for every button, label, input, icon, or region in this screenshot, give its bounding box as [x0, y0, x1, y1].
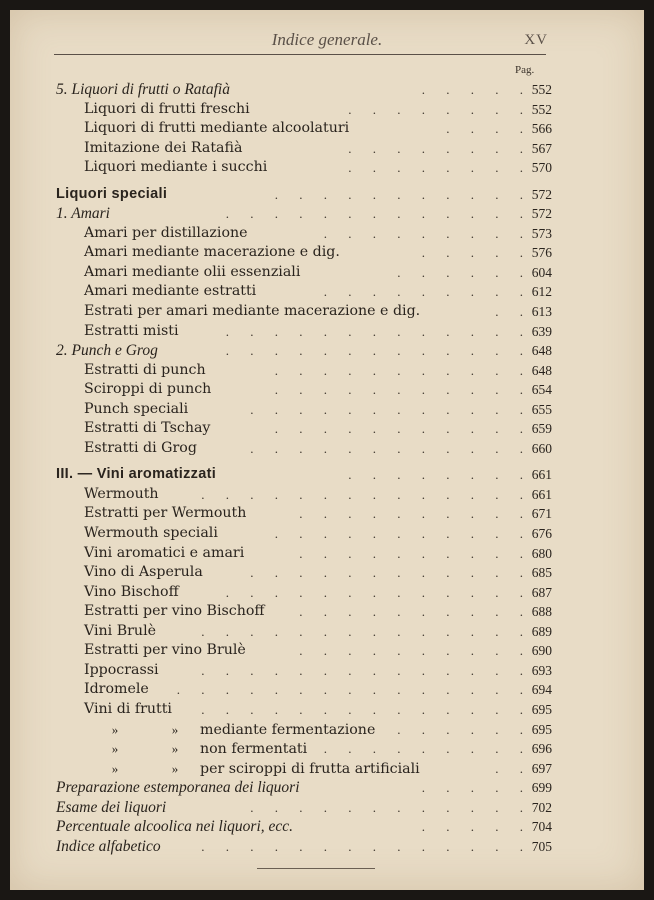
toc-page-number: 690 [531, 643, 552, 659]
toc-entry-label [84, 361, 206, 381]
toc-page-number: 572 [531, 206, 552, 222]
toc-entry-label [84, 524, 218, 544]
ditto-mark: » [111, 721, 119, 737]
toc-entry [10, 524, 644, 544]
toc-page-number: 688 [531, 604, 552, 620]
toc-entry-label [84, 224, 248, 244]
toc-page-number: 648 [531, 343, 552, 359]
toc-entry-text: Vini di frutti [84, 700, 172, 717]
toc-page-number: 648 [531, 362, 552, 378]
dot-leader: . . . . . . . . . . . . . . [201, 486, 532, 502]
dot-leader: . . . . . . . . . . . [274, 362, 532, 378]
toc-entry-text: 1. Amari [56, 205, 110, 223]
toc-page-number: 661 [531, 467, 552, 483]
toc-entry [10, 739, 644, 759]
footer-rule [257, 868, 375, 869]
toc-entry-text: Ippocrassi [84, 661, 159, 678]
toc-entry-text: Esame dei liquori [56, 798, 167, 816]
toc-entry [10, 837, 644, 857]
toc-entry-text: Preparazione estemporanea dei liquori [56, 779, 300, 797]
toc-entry-label [84, 400, 188, 420]
toc-page-number: 685 [531, 565, 552, 581]
toc-entry [10, 243, 644, 263]
toc-entry [10, 380, 644, 400]
toc-page-number: 702 [531, 799, 552, 815]
toc-page-number: 694 [531, 682, 552, 698]
toc-entry-text: Amari per distillazione [84, 224, 248, 241]
dot-leader: . . . . . . . . . . [299, 506, 532, 522]
toc-entry [10, 700, 644, 720]
toc-page-number: 687 [531, 584, 552, 600]
dot-leader: . . . . . . . . . . [299, 604, 532, 620]
toc-entry-label [84, 100, 250, 120]
toc-entry-label [56, 465, 216, 485]
page-column-label: Pag. [515, 64, 535, 76]
toc-page-number: 612 [531, 284, 552, 300]
toc-entry [10, 544, 644, 564]
dot-leader: . . . . . . . . . . [299, 545, 532, 561]
toc-page-number: 695 [531, 701, 552, 717]
toc-entry [10, 341, 644, 361]
toc-entry [10, 204, 644, 224]
dot-leader: . . . . . . [397, 264, 532, 280]
toc-page-number: 552 [531, 82, 552, 97]
toc-entry-label [102, 720, 375, 741]
toc-page-number: 659 [531, 421, 552, 437]
ditto-mark: » [111, 760, 119, 776]
book-page [10, 10, 644, 890]
toc-entry-label [84, 419, 210, 439]
dot-leader: . . . . . . . . . . . [274, 186, 532, 202]
ditto-mark: » [171, 741, 179, 757]
dot-leader: . . . . . . . . . . . . . . . [176, 682, 532, 698]
toc-entry [10, 139, 644, 159]
dot-leader: . . . . . . . . . . . . . . [201, 838, 532, 854]
toc-entry [10, 798, 644, 818]
toc-entry-label [84, 622, 156, 642]
running-head [10, 30, 644, 50]
toc-entry-label [84, 602, 265, 622]
table-of-contents [10, 80, 644, 856]
dot-leader: . . . . . . . . . . . . . [225, 206, 532, 222]
toc-entry [10, 563, 644, 583]
dot-leader: . . . . . . . . . . . [274, 526, 532, 542]
folio-number: XV [524, 32, 548, 48]
toc-page-number: 566 [531, 121, 552, 137]
toc-entry-text: per sciroppi di frutta artificiali [200, 760, 420, 777]
toc-page-number: 695 [531, 721, 552, 737]
toc-entry-label [84, 544, 244, 564]
toc-entry-label [56, 204, 110, 224]
toc-page-number: 576 [531, 245, 552, 261]
dot-leader: . . . . . . . . . . . . . . [201, 662, 532, 678]
toc-entry-text: Estratti per Wermouth [84, 505, 247, 522]
toc-page-number: 639 [531, 323, 552, 339]
toc-page-number: 697 [531, 760, 552, 776]
toc-entry-label [84, 661, 159, 681]
toc-page-number: 572 [531, 186, 552, 202]
dot-leader: . . . . . . . . . . . . . [225, 343, 532, 359]
toc-entry [10, 622, 644, 642]
toc-entry [10, 465, 644, 485]
ditto-mark: » [171, 721, 179, 737]
toc-page-number: 689 [531, 623, 552, 639]
toc-entry-text: 2. Punch e Grog [56, 342, 158, 360]
toc-entry [10, 680, 644, 700]
toc-entry-text: Vini Brulè [84, 622, 156, 639]
toc-page-number: 613 [531, 304, 552, 320]
toc-entry [10, 485, 644, 505]
toc-entry-text: Liquori speciali [56, 185, 168, 202]
toc-entry-text: Liquori di frutti mediante alcoolaturi [84, 120, 350, 137]
toc-entry-label [84, 302, 420, 322]
toc-entry [10, 282, 644, 302]
toc-entry-text: Percentuale alcoolica nei liquori, ecc. [56, 818, 294, 836]
toc-page-number: 705 [531, 838, 552, 854]
toc-entry [10, 720, 644, 740]
toc-entry-text: Wermouth [84, 485, 159, 502]
toc-entry [10, 100, 644, 120]
toc-entry [10, 504, 644, 524]
toc-entry-text: III. — Vini aromatizzati [56, 466, 217, 483]
toc-entry [10, 361, 644, 381]
dot-leader: . . . . . . . . [348, 101, 532, 117]
toc-page-number: 699 [531, 780, 552, 796]
toc-entry-text: Amari mediante macerazione e dig. [84, 244, 340, 261]
dot-leader: . . . . . [421, 82, 532, 97]
toc-page-number: 676 [531, 526, 552, 542]
toc-entry [10, 439, 644, 459]
toc-page-number: 567 [531, 140, 552, 156]
toc-entry-label [84, 700, 172, 720]
toc-entry [10, 302, 644, 322]
toc-entry-text: Sciroppi di punch [84, 381, 212, 398]
toc-page-number: 573 [531, 225, 552, 241]
dot-leader: . . . . . [421, 780, 532, 796]
toc-entry-label [84, 485, 159, 505]
toc-page-number: 660 [531, 440, 552, 456]
toc-entry-text: Vini aromatici e amari [84, 544, 245, 561]
toc-entry-text: Estrati per amari mediante macerazione e dig. [84, 303, 421, 320]
toc-page-number: 704 [531, 819, 552, 835]
toc-page-number: 655 [531, 401, 552, 417]
toc-entry [10, 583, 644, 603]
toc-entry [10, 602, 644, 622]
toc-entry-label [84, 158, 267, 178]
dot-leader: . . . . . . . . . [323, 284, 532, 300]
toc-entry-text: Estratti per vino Bischoff [84, 603, 265, 620]
dot-leader: . . . . . . . . . . . . [250, 799, 532, 815]
dot-leader: . . . . . . . . . . . . [250, 565, 532, 581]
toc-entry [10, 641, 644, 661]
toc-page-number: 680 [531, 545, 552, 561]
toc-entry [10, 759, 644, 779]
toc-entry-label [84, 119, 349, 139]
toc-entry-text: Estratti di punch [84, 361, 206, 378]
toc-entry-text: Vino di Asperula [84, 564, 203, 581]
toc-entry-label [84, 243, 340, 263]
toc-entry-text: Amari mediante estratti [84, 283, 257, 300]
toc-entry-text: Vino Bischoff [84, 583, 179, 600]
toc-page-number: 693 [531, 662, 552, 678]
toc-entry-text: Idromele [84, 681, 149, 698]
dot-leader: . . . . . . . . . . . . . . [201, 623, 532, 639]
header-rule [54, 54, 546, 55]
dot-leader: . . . . . . . . . . . . [250, 440, 532, 456]
toc-entry [10, 224, 644, 244]
dot-leader: . . . . . . . . . . [299, 643, 532, 659]
toc-entry [10, 419, 644, 439]
toc-entry [10, 185, 644, 205]
toc-entry-text: Estratti di Grog [84, 439, 197, 456]
toc-entry-text: non fermentati [200, 741, 308, 758]
dot-leader: . . . . . . . . [348, 160, 532, 176]
dot-leader: . . . . . [421, 819, 532, 835]
toc-entry [10, 400, 644, 420]
toc-page-number: 604 [531, 264, 552, 280]
toc-entry [10, 119, 644, 139]
toc-entry-label [84, 322, 179, 342]
toc-entry-label [84, 380, 211, 400]
toc-page-number: 671 [531, 506, 552, 522]
toc-entry-label [56, 798, 166, 818]
toc-entry-label [84, 139, 242, 159]
toc-entry-label [84, 641, 246, 661]
dot-leader: . . . . . . . . . . . . . . [201, 701, 532, 717]
ditto-mark: » [171, 760, 179, 776]
toc-entry-label [84, 504, 246, 524]
toc-page-number: 696 [531, 741, 552, 757]
toc-entry-text: mediante fermentazione [200, 721, 376, 738]
toc-entry [10, 817, 644, 837]
dot-leader: . . . . . . . . . . . . [250, 401, 532, 417]
toc-page-number: 661 [531, 486, 552, 502]
toc-entry-label [84, 583, 179, 603]
toc-entry-label [56, 80, 230, 100]
toc-entry-text: Amari mediante olii essenziali [84, 263, 301, 280]
dot-leader: . . . . . . . . . [323, 225, 532, 241]
toc-entry-label [56, 817, 293, 837]
dot-leader: . . [495, 760, 532, 776]
dot-leader: . . . . . [421, 245, 532, 261]
toc-entry-text: Estratti di Tschay [84, 420, 211, 437]
toc-entry [10, 263, 644, 283]
toc-entry [10, 661, 644, 681]
toc-entry-label [56, 778, 300, 798]
ditto-mark: » [111, 741, 119, 757]
dot-leader: . . . . . . . . [348, 467, 532, 483]
dot-leader: . . . . . . . . . . . [274, 421, 532, 437]
dot-leader: . . . . . . . . . . . . . [225, 584, 532, 600]
dot-leader: . . . . [446, 121, 532, 137]
toc-entry-label [102, 759, 420, 780]
toc-entry [10, 778, 644, 798]
toc-entry-label [84, 680, 149, 700]
toc-entry [10, 80, 644, 100]
toc-page-number: 552 [531, 101, 552, 117]
dot-leader: . . [495, 304, 532, 320]
toc-page-number: 570 [531, 160, 552, 176]
toc-entry-label [84, 563, 203, 583]
toc-entry-text: Liquori di frutti freschi [84, 100, 250, 117]
toc-entry-text: Liquori mediante i succhi [84, 159, 268, 176]
running-title: Indice generale. [271, 30, 383, 49]
toc-entry-text: Wermouth speciali [84, 525, 218, 542]
toc-entry-label [84, 282, 256, 302]
dot-leader: . . . . . . . . [348, 140, 532, 156]
toc-entry-text: Punch speciali [84, 400, 189, 417]
toc-entry-text: Estratti misti [84, 322, 179, 339]
toc-entry-label [84, 263, 300, 283]
dot-leader: . . . . . . . . . . . [274, 382, 532, 398]
dot-leader: . . . . . . [397, 721, 532, 737]
toc-entry-label [102, 739, 307, 760]
toc-entry-text: Estratti per vino Brulè [84, 642, 246, 659]
toc-page-number: 654 [531, 382, 552, 398]
toc-entry-label [56, 185, 167, 205]
dot-leader: . . . . . . . . . [323, 741, 532, 757]
toc-entry [10, 322, 644, 342]
toc-entry-text: 5. Liquori di frutti o Ratafià [56, 81, 230, 98]
toc-entry-text: Imitazione dei Ratafià [84, 139, 243, 156]
toc-entry-label [56, 341, 158, 361]
toc-entry [10, 158, 644, 178]
dot-leader: . . . . . . . . . . . . . [225, 323, 532, 339]
toc-entry-label [56, 837, 161, 857]
toc-entry-label [84, 439, 197, 459]
toc-entry-text: Indice alfabetico [56, 837, 161, 855]
